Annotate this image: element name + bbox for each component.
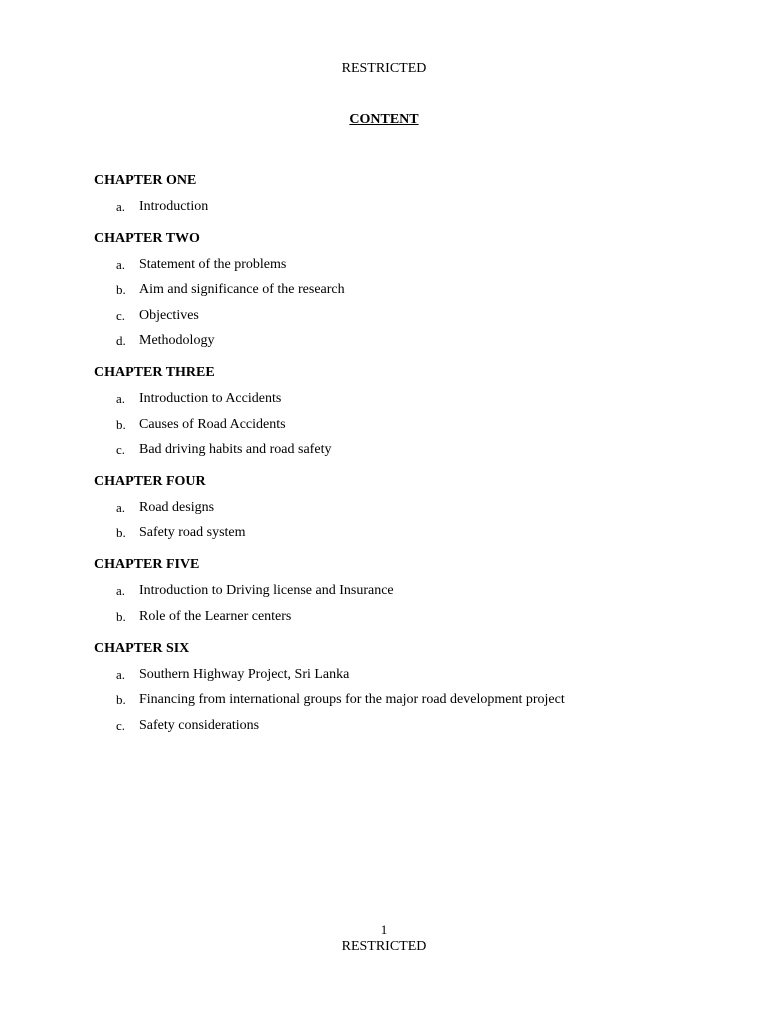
item-letter: a. <box>116 499 126 515</box>
page-title: CONTENT <box>349 112 419 127</box>
chapter-section <box>94 364 694 459</box>
item-letter: b. <box>116 416 126 432</box>
chapter-item-list <box>94 390 694 459</box>
item-text: Role of the Learner centers <box>139 608 292 624</box>
chapter-heading: CHAPTER FOUR <box>94 473 206 489</box>
item-letter: d. <box>116 333 126 349</box>
list-item <box>94 717 694 735</box>
item-text: Introduction to Driving license and Insurance <box>139 583 394 599</box>
list-item <box>94 691 694 709</box>
list-item <box>94 582 694 600</box>
table-of-contents <box>94 172 694 749</box>
item-text: Financing from international groups for the major road development project <box>139 692 565 708</box>
chapter-section <box>94 640 694 735</box>
chapter-section <box>94 172 694 216</box>
list-item <box>94 608 694 626</box>
chapter-item-list <box>94 666 694 735</box>
item-letter: b. <box>116 692 126 708</box>
item-text: Methodology <box>139 333 215 349</box>
chapter-heading: CHAPTER TWO <box>94 231 200 246</box>
item-text: Road designs <box>139 499 215 515</box>
item-letter: b. <box>116 525 126 541</box>
item-text: Introduction to Accidents <box>139 391 282 407</box>
item-text: Southern Highway Project, Sri Lanka <box>139 666 350 682</box>
item-letter: a. <box>116 391 126 407</box>
header-classification: RESTRICTED <box>341 61 427 76</box>
list-item <box>94 198 694 216</box>
item-letter: c. <box>116 717 126 733</box>
chapter-item-list <box>94 499 694 542</box>
item-letter: c. <box>116 307 126 323</box>
list-item <box>94 307 694 325</box>
item-letter: c. <box>116 441 126 457</box>
item-text: Objectives <box>139 307 199 323</box>
chapter-item-list <box>94 256 694 350</box>
item-text: Aim and significance of the research <box>139 282 345 298</box>
chapter-section <box>94 556 694 625</box>
page-number: 1 <box>380 922 388 937</box>
item-text: Statement of the problems <box>139 257 287 272</box>
list-item <box>94 499 694 517</box>
item-letter: a. <box>116 199 126 214</box>
item-letter: a. <box>116 583 126 599</box>
item-letter: b. <box>116 282 126 298</box>
list-item <box>94 416 694 434</box>
chapter-item-list <box>94 198 694 216</box>
list-item <box>94 256 694 274</box>
footer-classification: RESTRICTED <box>341 939 427 954</box>
item-text: Bad driving habits and road safety <box>139 441 332 457</box>
chapter-heading: CHAPTER THREE <box>94 365 215 381</box>
chapter-heading: CHAPTER FIVE <box>94 557 200 573</box>
item-text: Introduction <box>139 199 209 214</box>
list-item <box>94 332 694 350</box>
chapter-section <box>94 473 694 542</box>
item-text: Causes of Road Accidents <box>139 416 286 432</box>
item-text: Safety considerations <box>139 717 260 733</box>
list-item <box>94 390 694 408</box>
list-item <box>94 524 694 542</box>
chapter-section <box>94 230 694 350</box>
item-letter: a. <box>116 666 126 682</box>
chapter-heading: CHAPTER SIX <box>94 640 190 656</box>
chapter-heading: CHAPTER ONE <box>94 173 197 188</box>
chapter-item-list <box>94 582 694 625</box>
item-letter: b. <box>116 608 126 624</box>
list-item <box>94 281 694 299</box>
list-item <box>94 441 694 459</box>
item-text: Safety road system <box>139 525 246 541</box>
item-letter: a. <box>116 257 126 272</box>
list-item <box>94 666 694 684</box>
